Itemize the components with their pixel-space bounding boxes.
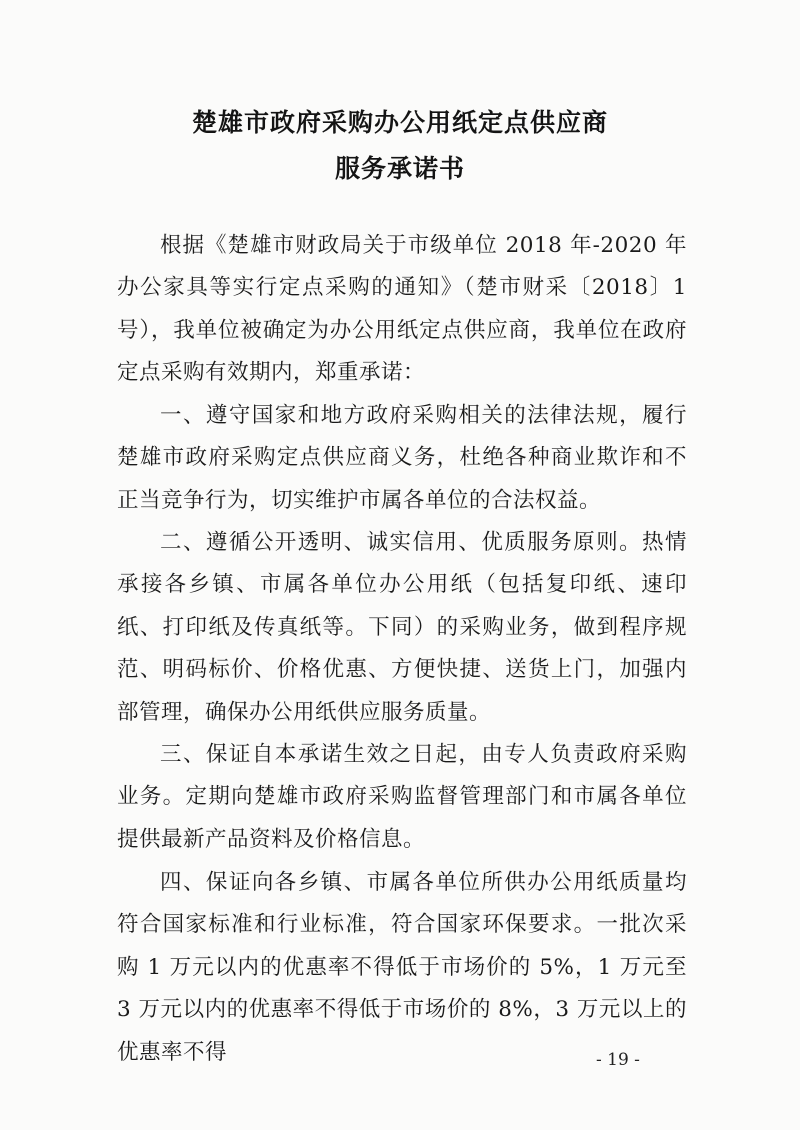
paragraph-intro: 根据《楚雄市财政局关于市级单位 2018 年-2020 年办公家具等实行定点采购的通知》（楚市财采〔2018〕1 号），我单位被确定为办公用纸定点供应商，我单位在政府定点采购有效期内，郑重承诺： — [117, 233, 687, 386]
paragraph-commitment-3: 三、保证自本承诺生效之日起，由专人负责政府采购业务。定期向楚雄市政府采购监督管理部门和市属各单位提供最新产品资料及价格信息。 — [117, 742, 687, 852]
paragraph-commitment-2: 二、遵循公开透明、诚实信用、优质服务原则。热情承接各乡镇、市属各单位办公用纸（包括复印纸、速印纸、打印纸及传真纸等。下同）的采购业务，做到程序规范、明码标价、价格优惠、方便快捷、送货上门，加强内部管理，确保办公用纸供应服务质量。 — [117, 530, 687, 725]
paragraph-commitment-1: 一、遵守国家和地方政府采购相关的法律法规，履行楚雄市政府采购定点供应商义务，杜绝各种商业欺诈和不正当竞争行为，切实维护市属各单位的合法权益。 — [117, 403, 687, 513]
page-number: - 19 - — [596, 1050, 640, 1070]
document-title: 楚雄市政府采购办公用纸定点供应商 — [191, 108, 608, 137]
document-subtitle: 服务承诺书 — [334, 154, 465, 183]
paragraph-commitment-4: 四、保证向各乡镇、市属各单位所供办公用纸质量均符合国家标准和行业标准，符合国家环保要求。一批次采购 1 万元以内的优惠率不得低于市场价的 5%，1 万元至 3 万元以内的优惠率不得低于市场价的 8%，3 万元以上的优惠率不得 — [117, 870, 687, 1065]
